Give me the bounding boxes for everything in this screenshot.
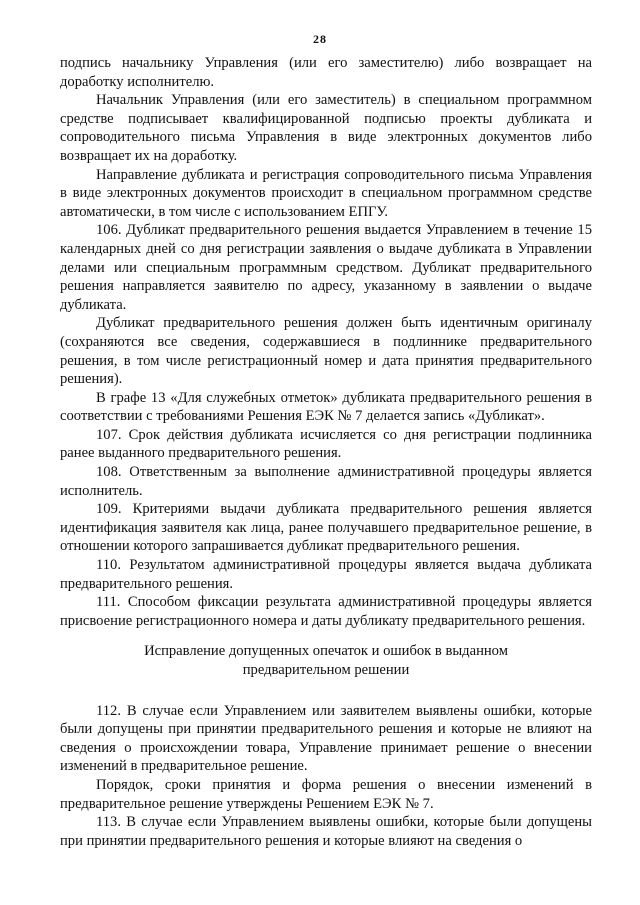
paragraph: В графе 13 «Для служебных отметок» дубликата предварительного решения в соответствии с требованиями Решения ЕЭК № 7 делается запись «Дубликат».	[60, 389, 592, 425]
paragraph-106: 106. Дубликат предварительного решения выдается Управлением в течение 15 календарных дней со дня регистрации заявления о выдаче дубликата в Управлении делами или специальным программным средством. Дубликат предварительного решения направляется заявителю по адресу, указанному в заявлении о выдаче дубликата.	[60, 222, 592, 313]
section-heading	[60, 642, 592, 679]
paragraph-112: 112. В случае если Управлением или заявителем выявлены ошибки, которые были допущены при принятии предварительного решения и которые не влияют на сведения о происхождении товара, Управление принимает решение о внесении изменений в предварительное решение.	[60, 702, 592, 775]
document-body	[60, 54, 592, 850]
paragraph-110: 110. Результатом административной процедуры является выдача дубликата предварительного решения.	[60, 557, 592, 592]
paragraph-107: 107. Срок действия дубликата исчисляется со дня регистрации подлинника ранее выданного предварительного решения.	[60, 426, 592, 462]
paragraph-113: 113. В случае если Управлением выявлены ошибки, которые были допущены при принятии предварительного решения и которые влияют на сведения о	[60, 814, 592, 849]
paragraph: Дубликат предварительного решения должен быть идентичным оригиналу (сохраняются все сведения, содержавшиеся в подлиннике предварительного решения, в том числе регистрационный номер и дата принятия предварительного решения).	[60, 315, 592, 388]
section-heading-line2: предварительном решении	[242, 662, 410, 678]
paragraph-111: 111. Способом фиксации результата административной процедуры является присвоение регистрационного номера и даты дубликату предварительного решения.	[60, 594, 592, 629]
section-heading-line1: Исправление допущенных опечаток и ошибок в выданном	[144, 643, 508, 660]
paragraph: Начальник Управления (или его заместитель) в специальном программном средстве подписывает квалифицированной подписью проекты дубликата и сопроводительного письма Управления в виде электронных документов либо возвращает их на доработку.	[60, 92, 592, 164]
paragraph: Направление дубликата и регистрация сопроводительного письма Управления в виде электронных документов происходит в специальном программном средстве автоматически, в том числе с использованием ЕПГУ.	[60, 166, 592, 220]
paragraph: Порядок, сроки принятия и форма решения о внесении изменений в предварительное решение утверждены Решением ЕЭК № 7.	[60, 776, 592, 812]
paragraph-109: 109. Критериями выдачи дубликата предварительного решения является идентификация заявителя как лица, ранее получавшего предварительное решение, в отношении которого запрашивается дубликат предварительного решения.	[60, 501, 592, 555]
paragraph-108: 108. Ответственным за выполнение административной процедуры является исполнитель.	[60, 464, 592, 499]
page-number: 28	[313, 32, 327, 46]
paragraph: подпись начальнику Управления (или его заместителю) либо возвращает на доработку исполнителю.	[60, 55, 592, 90]
